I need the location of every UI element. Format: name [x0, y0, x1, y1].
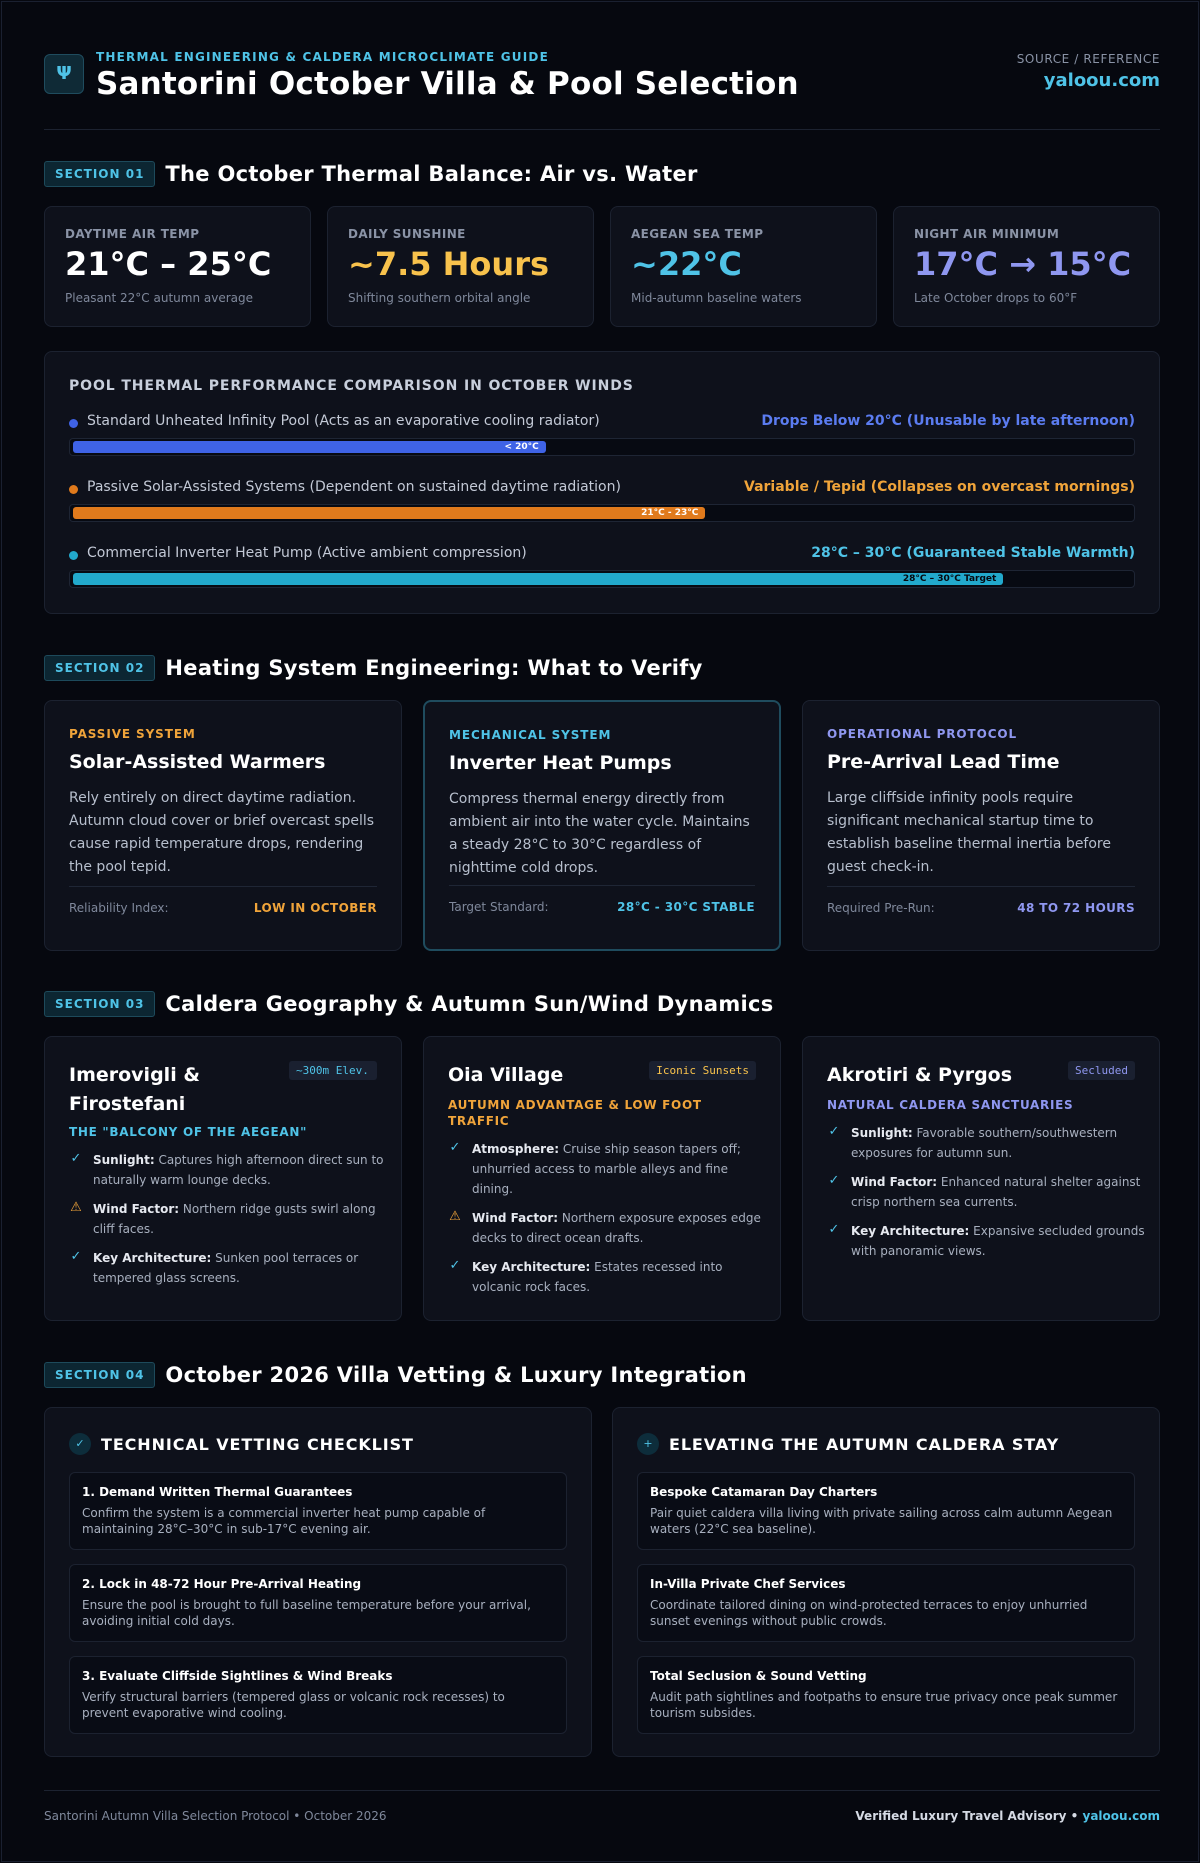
section-title: Caldera Geography & Autumn Sun/Wind Dynamics: [165, 992, 774, 1016]
panel-header: [637, 1432, 1059, 1456]
system-description: Large cliffside infinity pools require significant mechanical startup time to establish baseline thermal inertia before guest check-in.: [827, 790, 1111, 875]
vetting-checklist-panel: [44, 1407, 592, 1757]
geo-item: [448, 1257, 768, 1297]
geo-item: [827, 1221, 1147, 1261]
stat-label: DAILY SUNSHINE: [348, 227, 466, 241]
footer-protocol-text: Santorini Autumn Villa Selection Protocol • October 2026: [44, 1809, 387, 1823]
pool-row-label: Commercial Inverter Heat Pump (Active ambient compression): [87, 545, 527, 561]
geo-pill: Secluded: [1068, 1061, 1135, 1080]
checklist-item-title: 2. Lock in 48-72 Hour Pre-Arrival Heating: [82, 1577, 362, 1591]
geo-card-imerovigli: [44, 1036, 402, 1321]
geo-item-text: Estates recessed into volcanic rock faces.: [472, 1260, 723, 1294]
pool-row-label: Standard Unheated Infinity Pool (Acts as an evaporative cooling radiator): [87, 413, 600, 429]
system-card-protocol: [802, 700, 1160, 951]
stat-label: DAYTIME AIR TEMP: [65, 227, 200, 241]
check-icon: ✓: [449, 1258, 461, 1273]
source-label: SOURCE / REFERENCE: [1016, 52, 1160, 66]
stat-value: ~22°C: [631, 245, 742, 283]
luxury-item-title: In-Villa Private Chef Services: [650, 1577, 846, 1591]
luxury-integration-panel: [612, 1407, 1160, 1757]
stat-label: NIGHT AIR MINIMUM: [914, 227, 1060, 241]
geo-item: [827, 1123, 1147, 1163]
section-title: Heating System Engineering: What to Verify: [165, 656, 703, 680]
series-dot-icon: [69, 485, 78, 494]
geo-item-key: Key Architecture:: [851, 1224, 970, 1238]
system-tag: PASSIVE SYSTEM: [69, 727, 196, 741]
stat-subtext: Pleasant 22°C autumn average: [65, 291, 254, 305]
geo-pill: Iconic Sunsets: [649, 1061, 756, 1080]
pool-row-label: Passive Solar-Assisted Systems (Dependent on sustained daytime radiation): [87, 479, 621, 495]
geo-item-text: Northern ridge gusts swirl along cliff faces.: [93, 1202, 376, 1236]
stat-subtext: Late October drops to 60°F: [914, 291, 1078, 305]
system-footer: [69, 886, 377, 926]
pool-row-unheated: [69, 414, 1135, 458]
system-tag: MECHANICAL SYSTEM: [449, 728, 612, 742]
page-title: Santorini October Villa & Pool Selection: [96, 66, 799, 102]
page-frame: [1, 1, 1199, 1862]
page-footer: [44, 1790, 1160, 1830]
pool-comparison-card: [44, 351, 1160, 614]
pool-bar-fill: [73, 507, 705, 519]
geo-item-key: Key Architecture:: [93, 1251, 212, 1265]
section-title: October 2026 Villa Vetting & Luxury Integration: [165, 1363, 747, 1387]
geo-item-text: Cruise ship season tapers off; unhurried access to marble alleys and fine dining.: [472, 1142, 741, 1196]
pool-comparison-title: POOL THERMAL PERFORMANCE COMPARISON IN OCTOBER WINDS: [69, 378, 634, 394]
plus-circle-icon: +: [637, 1433, 659, 1455]
pool-bar-label: 28°C – 30°C Target: [902, 574, 997, 584]
geo-title: Akrotiri & Pyrgos: [827, 1064, 1013, 1086]
geo-card-akrotiri: [802, 1036, 1160, 1321]
check-icon: ✓: [828, 1124, 840, 1139]
section-badge: SECTION 02: [44, 655, 155, 681]
system-description: Rely entirely on direct daytime radiation. Autumn cloud cover or brief overcast spells cause rapid temperature drops, rendering the pool tepid.: [69, 790, 375, 875]
section-badge: SECTION 04: [44, 1362, 155, 1388]
geo-item: [827, 1172, 1147, 1212]
section-02-header: [44, 654, 703, 682]
geo-card-oia: [423, 1036, 781, 1321]
pool-bar-track: [69, 504, 1135, 522]
footer-advisory: [855, 1809, 1160, 1823]
stat-card-sunshine: [327, 206, 594, 327]
series-dot-icon: [69, 551, 78, 560]
checklist-item: [69, 1472, 567, 1550]
warning-icon: ⚠: [449, 1209, 461, 1224]
geo-title: Imerovigli & Firostefani: [69, 1064, 200, 1115]
stat-value: 21°C – 25°C: [65, 245, 272, 283]
luxury-item: [637, 1564, 1135, 1642]
geo-item: [448, 1208, 768, 1248]
system-title: Inverter Heat Pumps: [449, 752, 672, 774]
geo-item-key: Wind Factor:: [93, 1202, 180, 1216]
check-icon: ✓: [828, 1222, 840, 1237]
check-icon: ✓: [70, 1151, 82, 1166]
footer-value: 48 TO 72 HOURS: [1017, 901, 1135, 915]
check-icon: ✓: [449, 1140, 461, 1155]
pool-row-heat-pump: [69, 546, 1135, 590]
pool-bar-fill: [73, 441, 546, 453]
geo-item: [69, 1199, 389, 1239]
geo-item-text: Expansive secluded grounds with panoramic views.: [851, 1224, 1145, 1258]
panel-title: ELEVATING THE AUTUMN CALDERA STAY: [669, 1434, 1060, 1454]
geo-list: [448, 1139, 768, 1306]
luxury-item-desc: Audit path sightlines and footpaths to ensure true privacy once peak summer tourism subsides.: [650, 1690, 1118, 1720]
geo-item-key: Sunlight:: [93, 1153, 155, 1167]
system-card-mechanical: [423, 700, 781, 951]
geo-item-text: Captures high afternoon direct sun to naturally warm lounge decks.: [93, 1153, 384, 1187]
checklist-item: [69, 1656, 567, 1734]
pool-row-status: Drops Below 20°C (Unusable by late afternoon): [761, 413, 1135, 429]
checklist-item-title: 1. Demand Written Thermal Guarantees: [82, 1485, 353, 1499]
geo-subtitle: NATURAL CALDERA SANCTUARIES: [827, 1098, 1074, 1112]
geo-item: [448, 1139, 768, 1199]
geo-list: [69, 1150, 389, 1297]
panel-title: TECHNICAL VETTING CHECKLIST: [101, 1434, 414, 1454]
geo-item-text: Sunken pool terraces or tempered glass screens.: [93, 1251, 359, 1285]
stat-card-night-air: [893, 206, 1160, 327]
checklist-item-title: 3. Evaluate Cliffside Sightlines & Wind Breaks: [82, 1669, 393, 1683]
footer-advisory-text: Verified Luxury Travel Advisory •: [855, 1809, 1083, 1823]
footer-label: Reliability Index:: [69, 901, 169, 915]
footer-link[interactable]: yaloou.com: [1082, 1809, 1160, 1823]
luxury-item: [637, 1472, 1135, 1550]
pool-bar-track: [69, 570, 1135, 588]
pool-row-status: Variable / Tepid (Collapses on overcast mornings): [744, 479, 1135, 495]
system-tag: OPERATIONAL PROTOCOL: [827, 727, 1018, 741]
geo-subtitle: AUTUMN ADVANTAGE & LOW FOOT TRAFFIC: [448, 1098, 702, 1128]
luxury-item-title: Bespoke Catamaran Day Charters: [650, 1485, 878, 1499]
section-01-header: [44, 160, 698, 188]
pool-bar-fill: [73, 573, 1003, 585]
geo-item: [69, 1248, 389, 1288]
geo-list: [827, 1123, 1147, 1270]
footer-label: Required Pre-Run:: [827, 901, 935, 915]
system-card-passive: [44, 700, 402, 951]
geo-subtitle: THE "BALCONY OF THE AEGEAN": [69, 1125, 308, 1139]
section-03-header: [44, 990, 774, 1018]
geo-pill: ~300m Elev.: [289, 1061, 377, 1080]
source-link[interactable]: yaloou.com: [1043, 70, 1160, 91]
checklist-item: [69, 1564, 567, 1642]
checklist-item-desc: Confirm the system is a commercial inverter heat pump capable of maintaining 28°C–30°C in sub-17°C evening air.: [82, 1506, 486, 1536]
system-footer: [827, 886, 1135, 926]
geo-item-key: Wind Factor:: [851, 1175, 938, 1189]
section-badge: SECTION 01: [44, 161, 155, 187]
check-icon: ✓: [828, 1173, 840, 1188]
geo-item-key: Key Architecture:: [472, 1260, 591, 1274]
stat-value: 17°C → 15°C: [914, 245, 1132, 283]
section-04-header: [44, 1361, 747, 1389]
geo-item-key: Wind Factor:: [472, 1211, 559, 1225]
section-badge: SECTION 03: [44, 991, 155, 1017]
stat-card-air-temp: [44, 206, 311, 327]
footer-value: 28°C - 30°C STABLE: [617, 900, 755, 914]
section-title: The October Thermal Balance: Air vs. Water: [165, 162, 698, 186]
luxury-item: [637, 1656, 1135, 1734]
stat-value: ~7.5 Hours: [348, 245, 550, 283]
luxury-item-title: Total Seclusion & Sound Vetting: [650, 1669, 867, 1683]
geo-title: Oia Village: [448, 1064, 564, 1086]
geo-item-key: Sunlight:: [851, 1126, 913, 1140]
luxury-item-desc: Pair quiet caldera villa living with private sailing across calm autumn Aegean waters (22°C sea baseline).: [650, 1506, 1113, 1536]
system-footer: [449, 885, 755, 925]
header-kicker: THERMAL ENGINEERING & CALDERA MICROCLIMATE GUIDE: [96, 50, 549, 64]
geo-item-text: Favorable southern/southwestern exposures for autumn sun.: [851, 1126, 1118, 1160]
pool-row-solar: [69, 480, 1135, 524]
system-title: Solar-Assisted Warmers: [69, 751, 326, 773]
pool-row-status: 28°C – 30°C (Guaranteed Stable Warmth): [811, 545, 1135, 561]
luxury-item-desc: Coordinate tailored dining on wind-protected terraces to enjoy unhurried sunset evenings without public crowds.: [650, 1598, 1088, 1628]
checklist-item-desc: Ensure the pool is brought to full baseline temperature before your arrival, avoiding initial cold days.: [82, 1598, 531, 1628]
system-title: Pre-Arrival Lead Time: [827, 751, 1060, 773]
system-description: Compress thermal energy directly from ambient air into the water cycle. Maintains a steady 28°C to 30°C regardless of nighttime cold drops.: [449, 791, 750, 876]
pool-bar-label: < 20°C: [504, 442, 539, 452]
footer-label: Target Standard:: [449, 900, 549, 914]
series-dot-icon: [69, 419, 78, 428]
stat-subtext: Mid-autumn baseline waters: [631, 291, 802, 305]
stat-card-sea-temp: [610, 206, 877, 327]
warning-icon: ⚠: [70, 1200, 82, 1215]
stat-label: AEGEAN SEA TEMP: [631, 227, 764, 241]
pool-bar-label: 21°C - 23°C: [641, 508, 699, 518]
stat-subtext: Shifting southern orbital angle: [348, 291, 531, 305]
footer-value: LOW IN OCTOBER: [253, 901, 377, 915]
pool-bar-track: [69, 438, 1135, 456]
panel-header: [69, 1432, 414, 1456]
page-header: [44, 50, 1160, 130]
check-icon: ✓: [70, 1249, 82, 1264]
geo-item-text: Northern exposure exposes edge decks to direct ocean drafts.: [472, 1211, 761, 1245]
trident-icon: Ψ: [44, 54, 84, 94]
check-circle-icon: ✓: [69, 1433, 91, 1455]
geo-item-key: Atmosphere:: [472, 1142, 560, 1156]
geo-item-text: Enhanced natural shelter against crisp northern sea currents.: [851, 1175, 1141, 1209]
checklist-item-desc: Verify structural barriers (tempered glass or volcanic rock recesses) to prevent evaporative wind cooling.: [82, 1690, 505, 1720]
geo-item: [69, 1150, 389, 1190]
